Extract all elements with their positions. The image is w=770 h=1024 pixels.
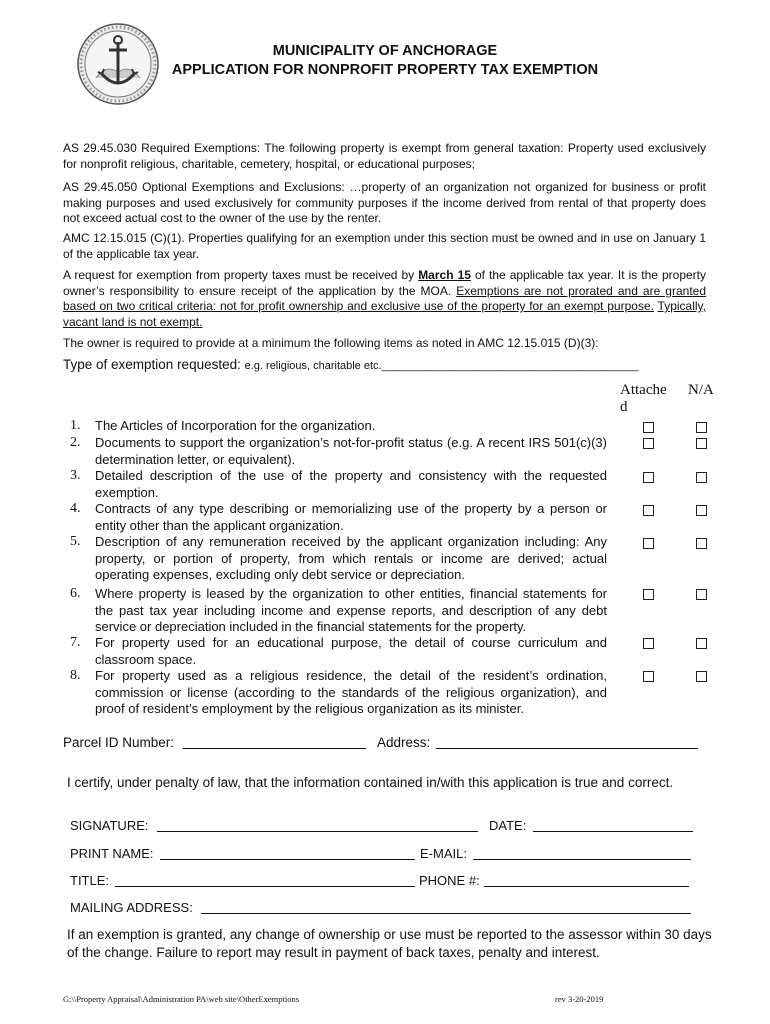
na-checkbox-6[interactable] [696,589,707,600]
attached-checkbox-8[interactable] [643,671,654,682]
exemption-type-field[interactable]: Type of exemption requested: e.g. religious, charitable etc.__________________________________________ [63,357,639,372]
signature-label: SIGNATURE: [70,818,149,833]
attached-checkbox-6[interactable] [643,589,654,600]
footer-file-path: G:\\Property Appraisal\Administration PA\web site\OtherExemptions [63,994,300,1004]
certification-statement: I certify, under penalty of law, that the information contained in/with this application is true and correct. [67,775,674,790]
attached-checkbox-4[interactable] [643,505,654,516]
column-header-na: N/A [688,382,714,398]
na-checkbox-2[interactable] [696,438,707,449]
na-checkbox-1[interactable] [696,422,707,433]
phone-label: PHONE #: [419,873,480,888]
page-title-municipality: MUNICIPALITY OF ANCHORAGE [272,43,498,59]
email-label: E-MAIL: [420,846,467,861]
title-input[interactable] [115,886,415,887]
attached-checkbox-5[interactable] [643,538,654,549]
municipal-seal-logo [76,22,160,106]
change-notice: If an exemption is granted, any change of ownership or use must be reported to the assessor within 30 days of the change. Failure to report may result in payment of back taxes, penalty and interest. [67,927,712,960]
attached-checkbox-3[interactable] [643,472,654,483]
criteria-text: Exemptions are not prorated and are granted based on two critical criteria: not for profit ownership and exclusive use of the property for an exempt purpose. [63,283,707,313]
na-checkbox-3[interactable] [696,472,707,483]
attached-checkbox-7[interactable] [643,638,654,649]
date-input[interactable] [533,831,693,832]
address-input[interactable] [436,748,698,749]
na-checkbox-4[interactable] [696,505,707,516]
na-checkbox-7[interactable] [696,638,707,649]
deadline-date: March 15 [418,268,471,282]
footer-revision: rev 3-20-2019 [555,994,604,1004]
requirements-intro: The owner is required to provide at a minimum the following items as noted in AMC 12.15.015 (D)(3): [63,336,599,350]
print-name-input[interactable] [160,859,415,860]
date-label: DATE: [489,818,527,833]
statute-as-29-45-030: AS 29.45.030 Required Exemptions: The following property is exempt from general taxation: Property used exclusively for nonprofit religious, charitable, cemetery, hospital, or educational purposes; [63,141,706,171]
address-label: Address: [377,735,431,750]
na-checkbox-5[interactable] [696,538,707,549]
page-title-application: APPLICATION FOR NONPROFIT PROPERTY TAX EXEMPTION [171,62,599,78]
parcel-id-label: Parcel ID Number: [63,735,175,750]
parcel-id-input[interactable] [183,748,366,749]
deadline-paragraph: A request for exemption from property taxes must be received by March 15 of the applicable tax year. It is the property owner’s responsibility to ensure receipt of the application by the MOA. Exemptions are not prorated and are granted based on two critical criteria: not for profit ownership and exclusive use of the property for an exempt purpose. Typically, vacant land is not exempt. [63,268,707,329]
column-header-attached: Attache d [620,382,667,415]
statute-amc-12-15-015: AMC 12.15.015 (C)(1). Properties qualifying for an exemption under this section must be owned and in use on January 1 of the applicable tax year. [63,231,706,261]
signature-input[interactable] [157,831,478,832]
attached-checkbox-2[interactable] [643,438,654,449]
email-input[interactable] [473,859,691,860]
title-label: TITLE: [70,873,110,888]
vacant-land-text: Typically, vacant land is not exempt. [63,299,706,329]
print-name-label: PRINT NAME: [70,846,154,861]
mailing-address-label: MAILING ADDRESS: [70,900,193,915]
phone-input[interactable] [484,886,689,887]
statute-as-29-45-050: AS 29.45.050 Optional Exemptions and Exclusions: …property of an organization not organized for business or profit making purposes and used exclusively for community purposes if the income derived from rental of that property does not exceed actual cost to the owner of the use by the renter. [63,180,706,225]
na-checkbox-8[interactable] [696,671,707,682]
mailing-address-input[interactable] [201,913,691,914]
attached-checkbox-1[interactable] [643,422,654,433]
